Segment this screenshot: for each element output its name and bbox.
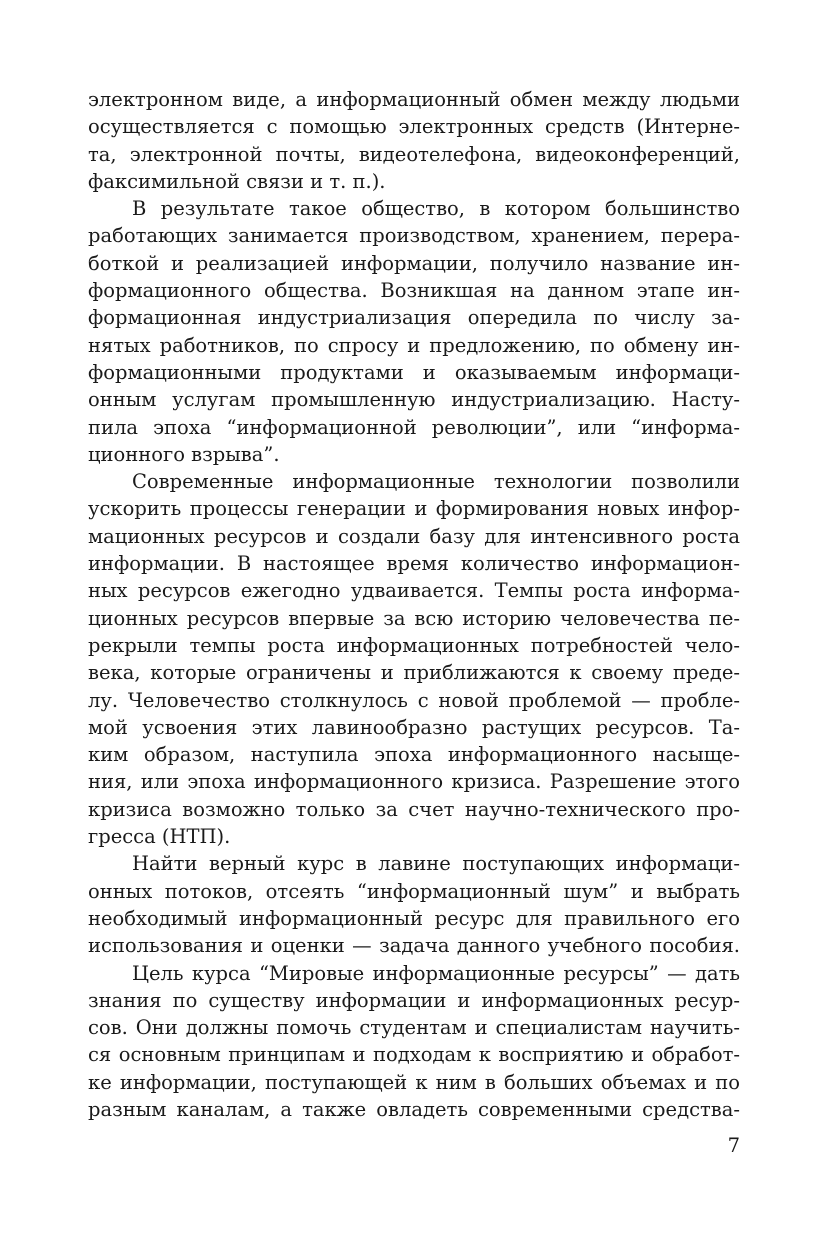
text-line: формационными продуктами и оказываемым информаци- <box>88 360 740 384</box>
text-line: В результате такое общество, в котором большинство <box>132 197 740 221</box>
text-line: знания по существу информации и информационных ресур- <box>88 988 740 1012</box>
text-line: онным услугам промышленную индустриализацию. Насту- <box>88 388 740 412</box>
text-line: та, электронной почты, видеотелефона, видеоконференций, <box>88 142 740 166</box>
text-line: ускорить процессы генерации и формирования новых инфор- <box>88 497 740 521</box>
text-line: необходимый информационный ресурс для правильного его <box>88 906 740 930</box>
text-line: кризиса возможно только за счет научно-технического про- <box>88 797 740 821</box>
text-line: лу. Человечество столкнулось с новой проблемой — пробле- <box>88 688 740 712</box>
text-line: ционных ресурсов впервые за всю историю человечества пе- <box>88 606 740 630</box>
text-line: ционного взрыва”. <box>88 442 280 466</box>
text-line: ке информации, поступающей к ним в больших объемах и по <box>88 1070 740 1094</box>
text-line: мационных ресурсов и создали базу для интенсивного роста <box>88 524 740 548</box>
text-line: формационного общества. Возникшая на данном этапе ин- <box>88 279 740 303</box>
text-line: ким образом, наступила эпоха информационного насыще- <box>88 743 740 767</box>
text-line: ния, или эпоха информационного кризиса. Разрешение этого <box>88 770 740 794</box>
text-line: формационная индустриализация опередила по числу за- <box>88 306 740 330</box>
text-line: Найти верный курс в лавине поступающих информаци- <box>132 852 740 876</box>
text-line: гресса (НТП). <box>88 825 231 849</box>
text-line: века, которые ограничены и приближаются к своему преде- <box>88 661 740 685</box>
text-line: электронном виде, а информационный обмен между людьми <box>88 88 740 111</box>
text-line: боткой и реализацией информации, получило название ин- <box>88 251 740 275</box>
text-line: использования и оценки — задача данного учебного пособия. <box>88 934 740 958</box>
text-line: факсимильной связи и т. п.). <box>88 169 386 193</box>
body-text <box>88 86 740 1123</box>
text-line: осуществляется с помощью электронных средств (Интерне- <box>88 115 740 139</box>
text-line: пила эпоха “информационной революции”, или “информа- <box>88 415 740 439</box>
text-line: работающих занимается производством, хранением, перера- <box>88 224 740 248</box>
page-number: 7 <box>727 1134 740 1157</box>
text-line: сов. Они должны помочь студентам и специалистам научить- <box>88 1016 740 1040</box>
text-line: рекрыли темпы роста информационных потребностей чело- <box>88 633 740 657</box>
text-line: ных ресурсов ежегодно удваивается. Темпы роста информа- <box>88 579 740 603</box>
text-line: мой усвоения этих лавинообразно растущих ресурсов. Та- <box>88 715 740 739</box>
text-line: информации. В настоящее время количество информацион- <box>88 552 740 576</box>
text-line: Современные информационные технологии позволили <box>132 470 740 494</box>
text-line: нятых работников, по спросу и предложению, по обмену ин- <box>88 333 740 357</box>
text-line: Цель курса “Мировые информационные ресурсы” — дать <box>132 961 740 985</box>
text-line: ся основным принципам и подходам к восприятию и обработ- <box>88 1043 740 1067</box>
text-line: онных потоков, отсеять “информационный шум” и выбрать <box>88 879 740 903</box>
text-line: разным каналам, а также овладеть современными средства- <box>88 1097 740 1121</box>
